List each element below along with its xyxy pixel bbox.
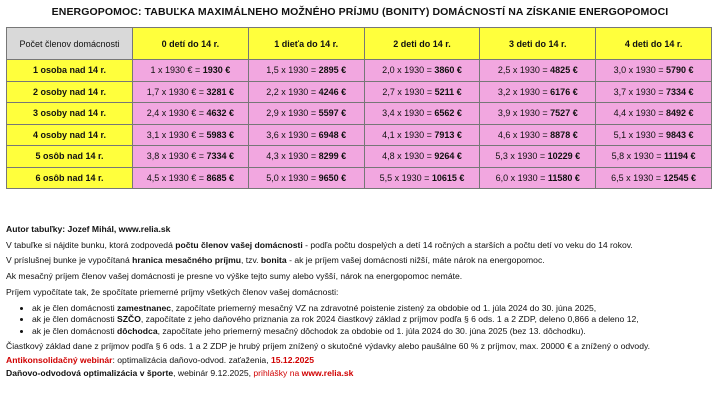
table-row (7, 146, 712, 168)
notes-section (6, 224, 718, 384)
list-item: • ak je člen domácnosti dôchodca, započítate jeho priemerný mesačný dôchodok za obdobie od 1. júla 2024 do 30. júna 2025 (bez 13. dôchodku). (32, 326, 718, 337)
income-cell: 4,8 x 1930 = 9264 € (364, 146, 480, 168)
instruction-paragraph: V príslušnej bunke je vypočítaná hranica mesačného príjmu, tzv. bonita - ak je príjem vašej domácnosti nižší, máte nárok na energopomoc. (6, 255, 545, 266)
instruction-paragraph: Príjem vypočítate tak, že spočítate priemerné príjmy všetkých členov vašej domácnosti: (6, 286, 339, 297)
income-cell: 5,8 x 1930 = 11194 € (596, 146, 712, 168)
income-cell: 2,5 x 1930 = 4825 € (480, 60, 596, 82)
income-cell: 5,1 x 1930 = 9843 € (596, 124, 712, 146)
column-header: 4 deti do 14 r. (596, 28, 712, 60)
income-value: 11580 € (547, 172, 580, 183)
income-cell: 6,0 x 1930 = 11580 € (480, 167, 596, 189)
instruction-paragraph: Čiastkový základ dane z príjmov podľa § 6 ods. 1 a 2 ZDP je hrubý príjem znížený o skutočné výdavky alebo paušálne 60 % z príjmov, max. 20000 € a znížený o odvody. (6, 340, 651, 351)
webinar-promo: Antikonsolidačný webinár: optimalizácia daňovo-odvod. zaťaženia, 15.12.2025 (6, 354, 314, 365)
income-value: 8878 € (550, 129, 578, 140)
income-value: 3860 € (434, 65, 462, 76)
income-cell: 4,5 x 1930 € = 8685 € (133, 167, 249, 189)
instruction-paragraph: Ak mesačný príjem členov vašej domácnosti je presne vo výške tejto sumy alebo vyšší, nárok na energopomoc nemáte. (6, 271, 463, 282)
income-table (6, 27, 712, 189)
row-header: 2 osoby nad 14 r. (7, 81, 133, 103)
table-row (7, 81, 712, 103)
income-value: 6176 € (550, 86, 578, 97)
income-value: 7913 € (434, 129, 462, 140)
income-value: 5597 € (318, 108, 347, 119)
income-value: 8685 € (206, 172, 235, 183)
income-cell: 3,9 x 1930 = 7527 € (480, 103, 596, 125)
instruction-paragraph: V tabuľke si nájdite bunku, ktorá zodpovedá počtu členov vašej domácnosti - podľa počtu dospelých a detí 14 ročných a starších a počtu detí vo veku do 14 rokov. (6, 239, 633, 250)
row-header: 1 osoba nad 14 r. (7, 60, 133, 82)
income-cell: 2,4 x 1930 € = 4632 € (133, 103, 249, 125)
income-value: 7334 € (665, 86, 694, 97)
income-value: 9264 € (434, 151, 462, 162)
income-cell: 5,3 x 1930 = 10229 € (480, 146, 596, 168)
income-cell: 1,5 x 1930 = 2895 € (248, 60, 364, 82)
sport-webinar-promo: Daňovo-odvodová optimalizácia v športe, webinár 9.12.2025, prihlášky na www.relia.sk (6, 368, 354, 379)
income-value: 9843 € (665, 129, 694, 140)
income-cell: 2,0 x 1930 = 3860 € (364, 60, 480, 82)
income-value: 12545 € (663, 172, 697, 183)
income-cell: 2,2 x 1930 = 4246 € (248, 81, 364, 103)
row-header: 6 osôb nad 14 r. (7, 167, 133, 189)
income-value: 10229 € (547, 151, 581, 162)
income-cell: 3,8 x 1930 € = 7334 € (133, 146, 249, 168)
income-value: 10615 € (431, 172, 465, 183)
income-cell: 4,4 x 1930 = 8492 € (596, 103, 712, 125)
income-value: 4632 € (206, 108, 235, 119)
column-header: 0 detí do 14 r. (133, 28, 249, 60)
column-header: 1 dieťa do 14 r. (248, 28, 364, 60)
income-value: 8299 € (318, 151, 347, 162)
income-cell: 1 x 1930 € = 1930 € (133, 60, 249, 82)
income-value: 9650 € (318, 172, 347, 183)
income-cell: 5,5 x 1930 = 10615 € (364, 167, 480, 189)
income-cell: 6,5 x 1930 = 12545 € (596, 167, 712, 189)
income-cell: 3,4 x 1930 = 6562 € (364, 103, 480, 125)
table-header-row (7, 28, 712, 60)
income-value: 4246 € (318, 86, 347, 97)
income-value: 2895 € (318, 65, 347, 76)
income-value: 7334 € (206, 151, 235, 162)
income-cell: 1,7 x 1930 € = 3281 € (133, 81, 249, 103)
income-cell: 3,2 x 1930 = 6176 € (480, 81, 596, 103)
income-cell: 2,7 x 1930 = 5211 € (364, 81, 480, 103)
table-corner-header: Počet členov domácnosti (7, 28, 133, 60)
income-rules-list (6, 303, 718, 337)
income-value: 5983 € (206, 129, 235, 140)
income-value: 5211 € (434, 86, 462, 97)
income-value: 3281 € (206, 86, 235, 97)
row-header: 3 osoby nad 14 r. (7, 103, 133, 125)
income-cell: 3,0 x 1930 = 5790 € (596, 60, 712, 82)
income-value: 11194 € (663, 151, 696, 162)
income-cell: 3,1 x 1930 € = 5983 € (133, 124, 249, 146)
income-cell: 3,6 x 1930 = 6948 € (248, 124, 364, 146)
income-value: 1930 € (202, 65, 231, 76)
income-value: 5790 € (665, 65, 694, 76)
webinar-link[interactable]: Antikonsolidačný webinár (6, 354, 113, 365)
table-row (7, 60, 712, 82)
column-header: 2 deti do 14 r. (364, 28, 480, 60)
income-value: 7527 € (550, 108, 578, 119)
table-row (7, 103, 712, 125)
income-value: 4825 € (550, 65, 578, 76)
author-line: Autor tabuľky: Jozef Mihál, www.relia.sk (6, 224, 171, 234)
column-header: 3 deti do 14 r. (480, 28, 596, 60)
income-cell: 4,6 x 1930 = 8878 € (480, 124, 596, 146)
row-header: 5 osôb nad 14 r. (7, 146, 133, 168)
table-row (7, 167, 712, 189)
list-item: • ak je člen domácnosti zamestnanec, započítate priemerný mesačný VZ na zdravotné poistenie zistený za obdobie od 1. júla 2024 do 30. júna 2025, (32, 303, 718, 314)
income-value: 6562 € (434, 108, 462, 119)
income-cell: 4,1 x 1930 = 7913 € (364, 124, 480, 146)
page-title: ENERGOPOMOC: TABUĽKA MAXIMÁLNEHO MOŽNÉHO PRÍJMU (BONITY) DOMÁCNOSTÍ NA ZÍSKANIE ENERGOPOMOCI (51, 6, 669, 18)
income-cell: 2,9 x 1930 = 5597 € (248, 103, 364, 125)
income-cell: 5,0 x 1930 = 9650 € (248, 167, 364, 189)
list-item: • ak je člen domácnosti SZČO, započítate z jeho daňového priznania za rok 2024 čiastkový základ z príjmov podľa § 6 ods. 1 a 2 ZDP, deleno 0,866 a deleno 12, (32, 314, 718, 325)
income-value: 6948 € (318, 129, 347, 140)
income-cell: 3,7 x 1930 = 7334 € (596, 81, 712, 103)
income-cell: 4,3 x 1930 = 8299 € (248, 146, 364, 168)
income-value: 8492 € (665, 108, 694, 119)
row-header: 4 osoby nad 14 r. (7, 124, 133, 146)
table-row (7, 124, 712, 146)
relia-link[interactable]: www.relia.sk (301, 368, 354, 379)
